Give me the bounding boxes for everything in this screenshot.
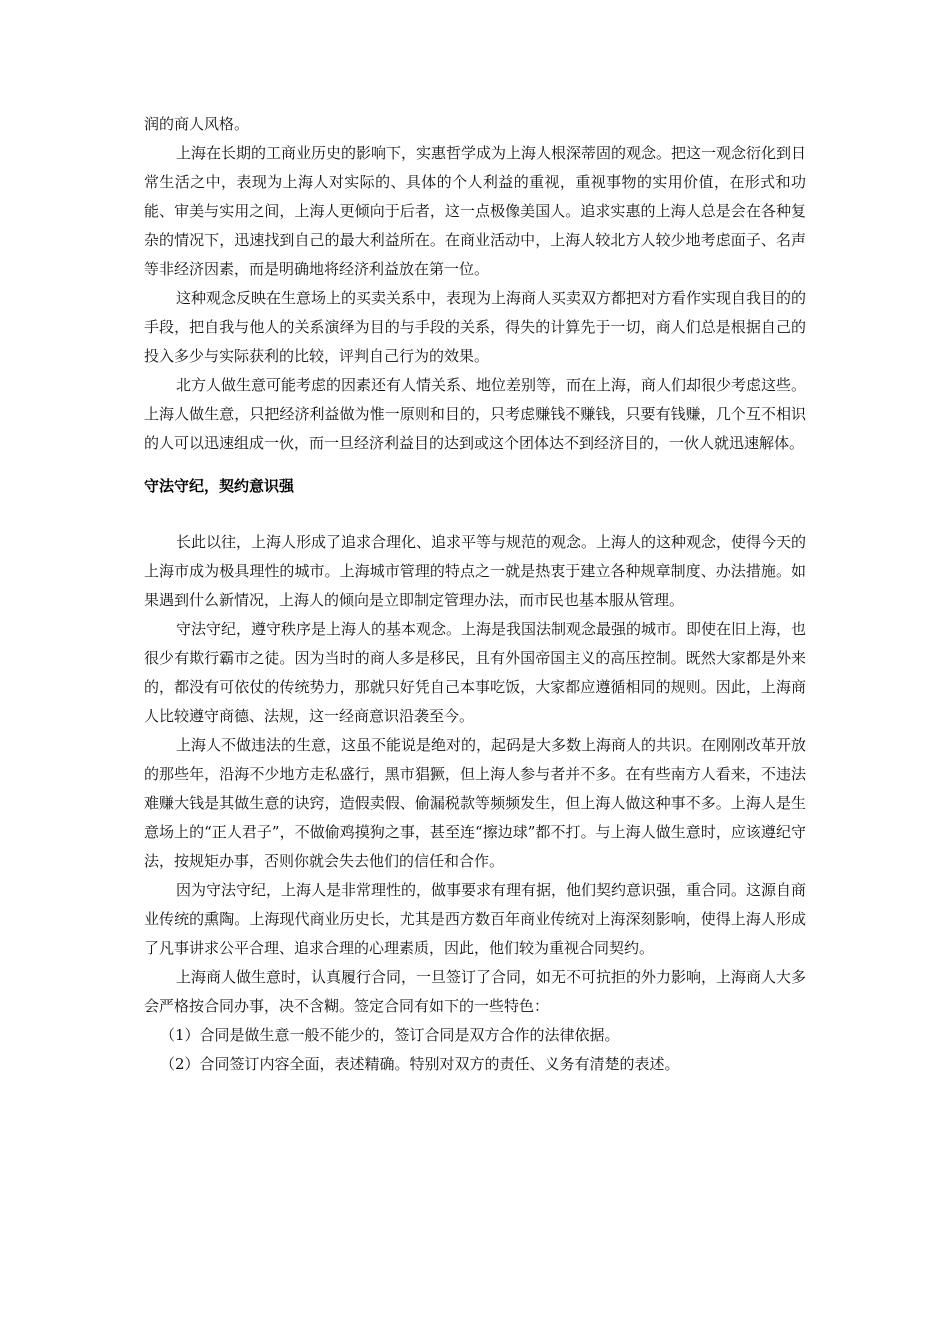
list-item: （2）合同签订内容全面，表述精确。特别对双方的责任、义务有清楚的表述。	[160, 1055, 680, 1073]
document-page	[144, 110, 806, 1079]
section-heading: 守法守纪，契约意识强	[144, 477, 295, 495]
paragraph-no-illegal-business: 上海人不做违法的生意，这虽不能说是绝对的，起码是大多数上海商人的共识。在刚刚改革开放的那些年，沿海不少地方走私盛行，黑市猖獗，但上海人参与者并不多。在有些南方人看来，不违法难赚大钱是其做生意的诀窍，造假卖假、偷漏税款等频频发生，但上海人做这种事不多。上海人是生意场上的“正人君子”，不做偷鸡摸狗之事，甚至连“擦边球”都不打。与上海人做生意时，应该遵纪守法，按规矩办事，否则你就会失去他们的信任和合作。	[144, 736, 807, 870]
list-item: （1）合同是做生意一般不能少的，签订合同是双方合作的法律依据。	[160, 1026, 620, 1044]
spacer	[144, 501, 806, 528]
paragraph-law-abiding: 守法守纪，遵守秩序是上海人的基本观念。上海是我国法制观念最强的城市。即使在旧上海，也很少有欺行霸市之徒。因为当时的商人多是移民，且有外国帝国主义的高压控制。既然大家都是外来的，都没有可依仗的传统势力，那就只好凭自己本事吃饭，大家都应遵循相同的规则。因此，上海商人比较遵守商德、法规，这一经商意识沿袭至今。	[144, 620, 807, 725]
paragraph-rationality: 长此以往，上海人形成了追求合理化、追求平等与规范的观念。上海人的这种观念，使得今天的上海市成为极具理性的城市。上海城市管理的特点之一就是热衷于建立各种规章制度、办法措施。如果遇到什么新情况，上海人的倾向是立即制定管理办法，而市民也基本服从管理。	[144, 533, 807, 609]
spacer	[144, 458, 806, 472]
paragraph-contract-awareness: 因为守法守纪，上海人是非常理性的，做事要求有理有据，他们契约意识强，重合同。这源自商业传统的熏陶。上海现代商业历史长，尤其是西方数百年商业传统对上海深刻影响，使得上海人形成了凡事讲求公平合理、追求合理的心理素质，因此，他们较为重视合同契约。	[144, 881, 807, 957]
paragraph-northern-merchants: 北方人做生意可能考虑的因素还有人情关系、地位差别等，而在上海，商人们却很少考虑这些。上海人做生意，只把经济利益做为惟一原则和目的，只考虑赚钱不赚钱，只要有钱赚，几个互不相识的人可以迅速组成一伙，而一旦经济利益目的达到或这个团体达不到经济目的，一伙人就迅速解体。	[144, 376, 807, 452]
paragraph-trade-relations: 这种观念反映在生意场上的买卖关系中，表现为上海商人买卖双方都把对方看作实现自我目的的手段，把自我与他人的关系演绎为目的与手段的关系，得失的计算先于一切，商人们总是根据自己的投入多少与实际获利的比较，评判自己行为的效果。	[144, 289, 807, 365]
paragraph-pragmatism: 上海在长期的工商业历史的影响下，实惠哲学成为上海人根深蒂固的观念。把这一观念衍化到日常生活之中，表现为上海人对实际的、具体的个人利益的重视，重视事物的实用价值，在形式和功能、审美与实用之间，上海人更倾向于后者，这一点极像美国人。追求实惠的上海人总是会在各种复杂的情况下，迅速找到自己的最大利益所在。在商业活动中，上海人较北方人较少地考虑面子、名声等非经济因素，而是明确地将经济利益放在第一位。	[144, 144, 807, 278]
paragraph-continuation: 润的商人风格。	[144, 115, 250, 133]
paragraph-contract-fulfillment: 上海商人做生意时，认真履行合同，一旦签订了合同，如无不可抗拒的外力影响，上海商人大多会严格按合同办事，决不含糊。签定合同有如下的一些特色：	[144, 968, 807, 1015]
